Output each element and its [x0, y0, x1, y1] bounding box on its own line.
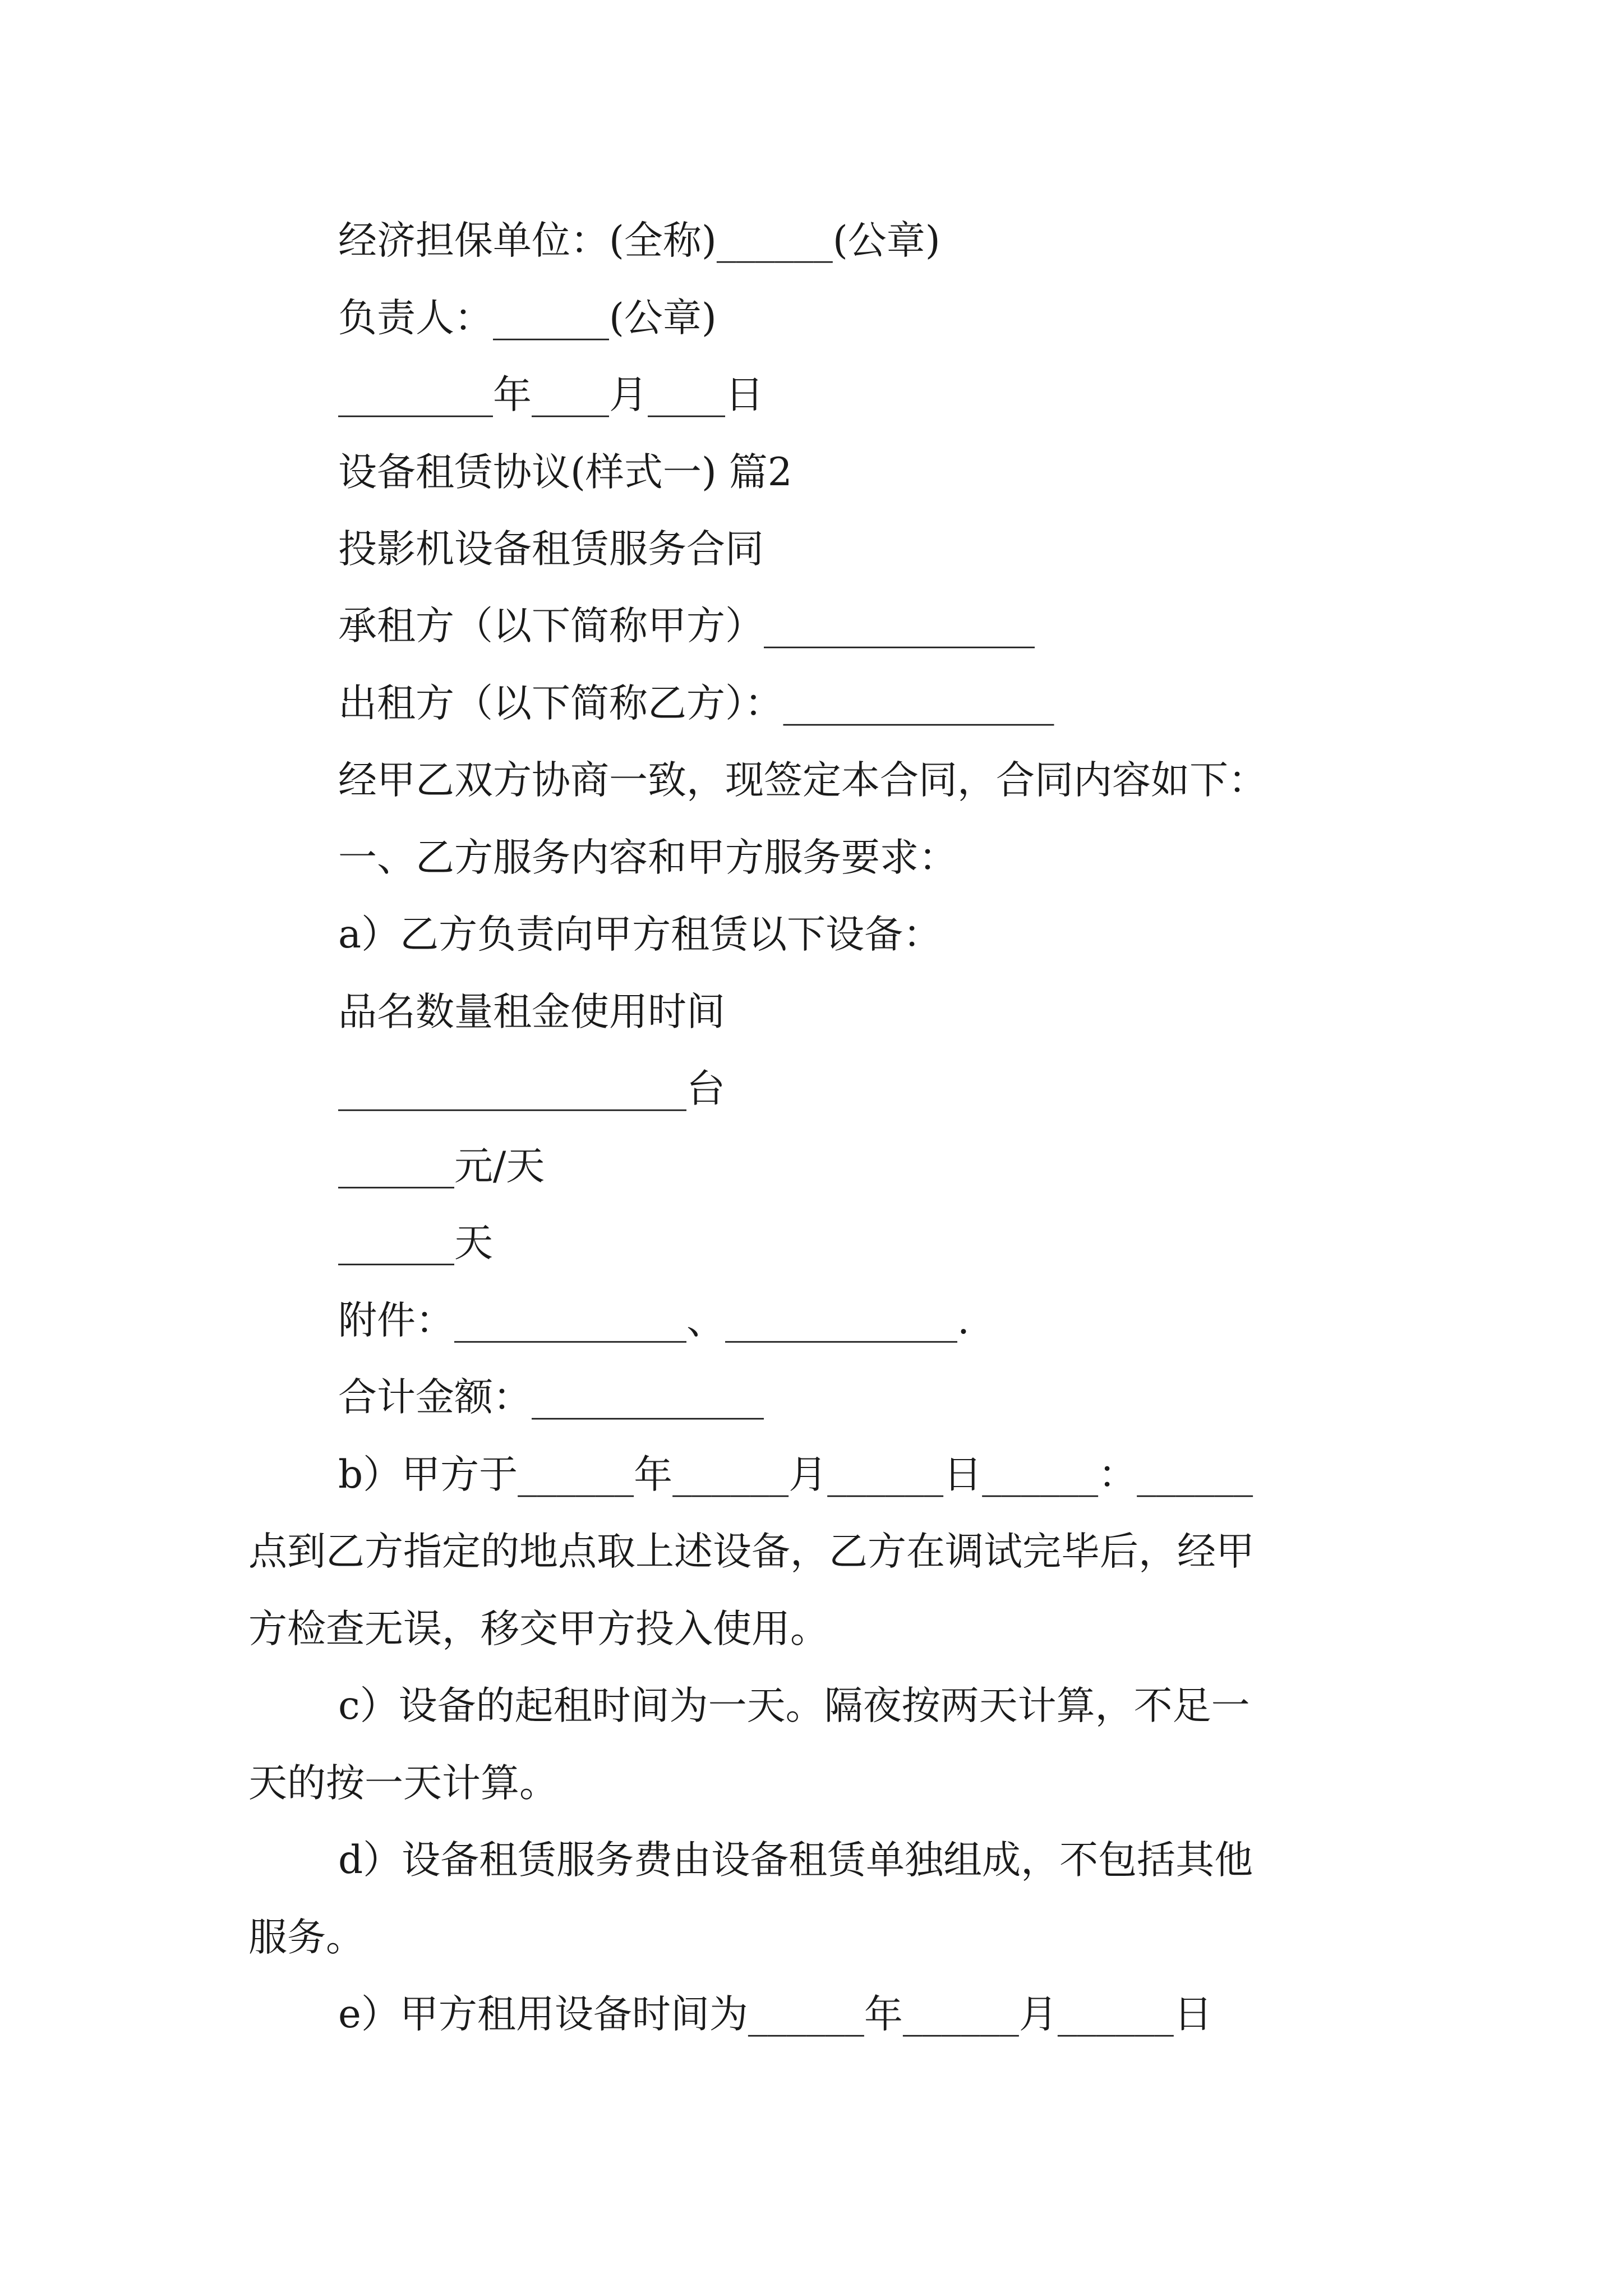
total-amount-line: 合计金额：____________ — [338, 1375, 764, 1420]
date-line: ________年____月____日 — [338, 372, 764, 417]
item-table-header: 品名数量租金使用时间 — [338, 990, 725, 1034]
section-title: 设备租赁协议(样式一) 篇2 — [338, 450, 792, 495]
clause-c-line-2: 天的按一天计算。 — [248, 1761, 558, 1806]
guarantor-line: 经济担保单位：(全称)______(公章) — [338, 218, 940, 263]
rent-line: ______元/天 — [338, 1144, 545, 1189]
lessee-line: 承租方（以下简称甲方）______________ — [338, 604, 1035, 648]
clause-a-line: a）乙方负责向甲方租赁以下设备： — [338, 912, 942, 957]
clause-c-line-1: c）设备的起租时间为一天。隔夜按两天计算，不足一 — [338, 1683, 1250, 1728]
clause-d-line-1: d）设备租赁服务费由设备租赁单独组成，不包括其他 — [338, 1838, 1253, 1883]
responsible-person-line: 负责人：______(公章) — [338, 296, 717, 341]
lessor-line: 出租方（以下简称乙方）：______________ — [338, 681, 1054, 726]
clause-b-line-1: b）甲方于______年______月______日______：______ — [338, 1452, 1253, 1497]
clause-b-line-3: 方检查无误，移交甲方投入使用。 — [248, 1607, 829, 1651]
clause-b-line-2: 点到乙方指定的地点取上述设备，乙方在调试完毕后，经甲 — [248, 1529, 1255, 1574]
clause-d-line-2: 服务。 — [248, 1915, 365, 1960]
quantity-line: __________________台 — [338, 1066, 725, 1111]
clause-e-line-1: e）甲方租用设备时间为______年______月______日 — [338, 1992, 1212, 2037]
clause-1-heading: 一、乙方服务内容和甲方服务要求： — [338, 835, 957, 880]
attachments-line: 附件：____________、____________. — [338, 1298, 970, 1343]
preamble-line: 经甲乙双方协商一致，现签定本合同，合同内容如下： — [338, 758, 1267, 803]
contract-title: 投影机设备租赁服务合同 — [338, 527, 764, 572]
duration-line: ______天 — [338, 1221, 493, 1266]
